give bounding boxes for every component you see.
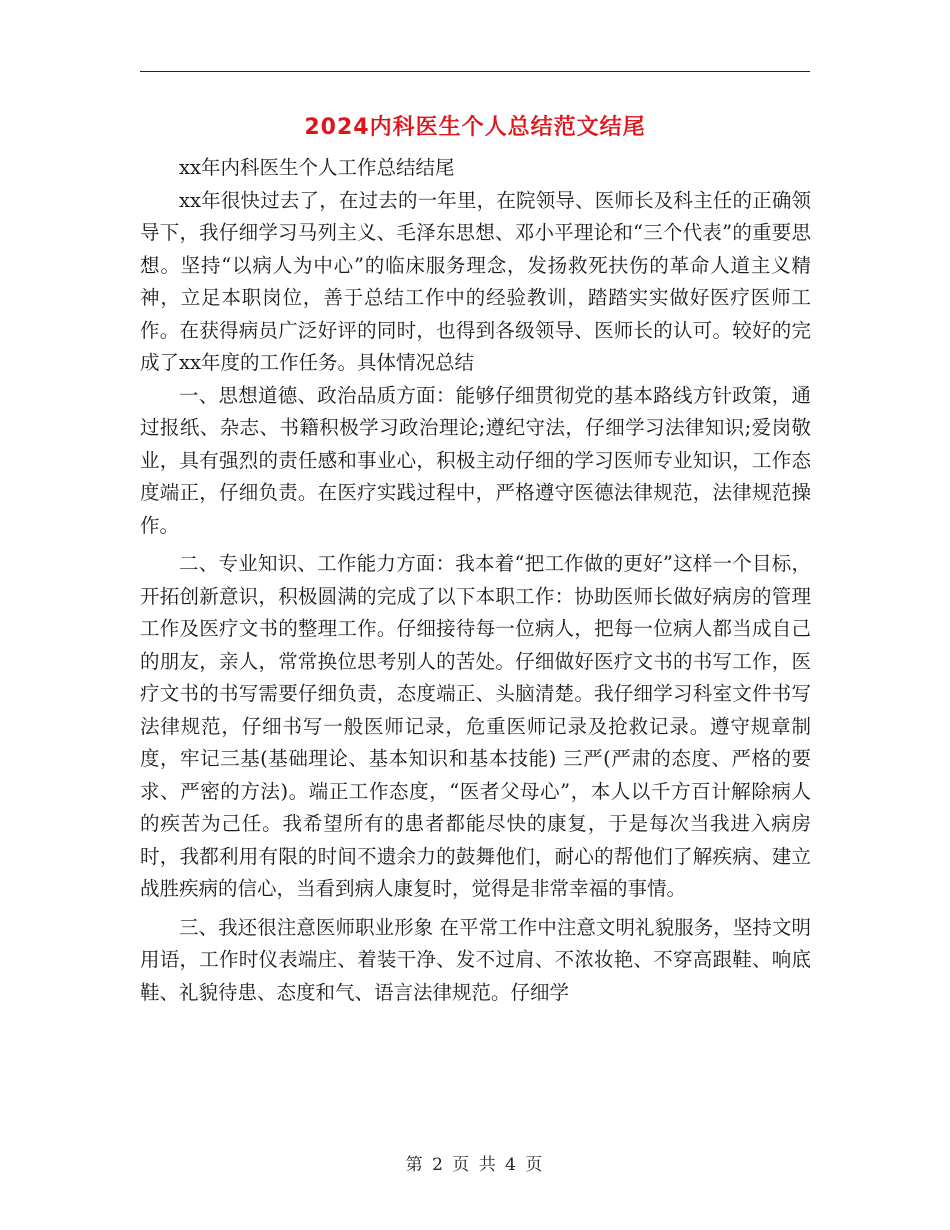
document-body	[140, 152, 811, 1009]
section-one-paragraph: 一、思想道德、政治品质方面：能够仔细贯彻党的基本路线方针政策，通过报纸、杂志、书籍积极学习政治理论;遵纪守法，仔细学习法律知识;爱岗敬业，具有强烈的责任感和事业心，积极主动仔细的学习医师专业知识，工作态度端正，仔细负责。在医疗实践过程中，严格遵守医德法律规范，法律规范操作。	[140, 383, 811, 537]
header-rule	[140, 71, 810, 72]
page-number-footer: 第 2 页 共 4 页	[405, 1155, 545, 1175]
document-title: 2024内科医生个人总结范文结尾	[304, 115, 646, 140]
intro-paragraph: xx年很快过去了，在过去的一年里，在院领导、医师长及科主任的正确领导下，我仔细学习马列主义、毛泽东思想、邓小平理论和“三个代表”的重要思想。坚持“以病人为中心”的临床服务理念，发扬救死扶伤的革命人道主义精神，立足本职岗位，善于总结工作中的经验教训，踏踏实实做好医疗医师工作。在获得病员广泛好评的同时，也得到各级领导、医师长的认可。较好的完成了xx年度的工作任务。具体情况总结	[140, 188, 811, 374]
section-three-paragraph: 三、我还很注意医师职业形象 在平常工作中注意文明礼貌服务，坚持文明用语，工作时仪表端庄、着装干净、发不过肩、不浓妆艳、不穿高跟鞋、响底鞋、礼貌待患、态度和气、语言法律规范。仔细学	[140, 915, 811, 1004]
section-two-paragraph: 二、专业知识、工作能力方面：我本着“把工作做的更好”这样一个目标，开拓创新意识，积极圆满的完成了以下本职工作：协助医师长做好病房的管理工作及医疗文书的整理工作。仔细接待每一位病人，把每一位病人都当成自己的朋友，亲人，常常换位思考别人的苦处。仔细做好医疗文书的书写工作，医疗文书的书写需要仔细负责，态度端正、头脑清楚。我仔细学习科室文件书写法律规范，仔细书写一般医师记录，危重医师记录及抢救记录。遵守规章制度，牢记三基(基础理论、基本知识和基本技能) 三严(严肃的态度、严格的要求、严密的方法)。端正工作态度，“医者父母心”，本人以千方百计解除病人的疾苦为己任。我希望所有的患者都能尽快的康复，于是每次当我进入病房时，我都利用有限的时间不遗余力的鼓舞他们，耐心的帮他们了解疾病、建立战胜疾病的信心，当看到病人康复时，觉得是非常幸福的事情。	[140, 552, 811, 900]
subtitle-paragraph: xx年内科医生个人工作总结结尾	[179, 156, 455, 179]
